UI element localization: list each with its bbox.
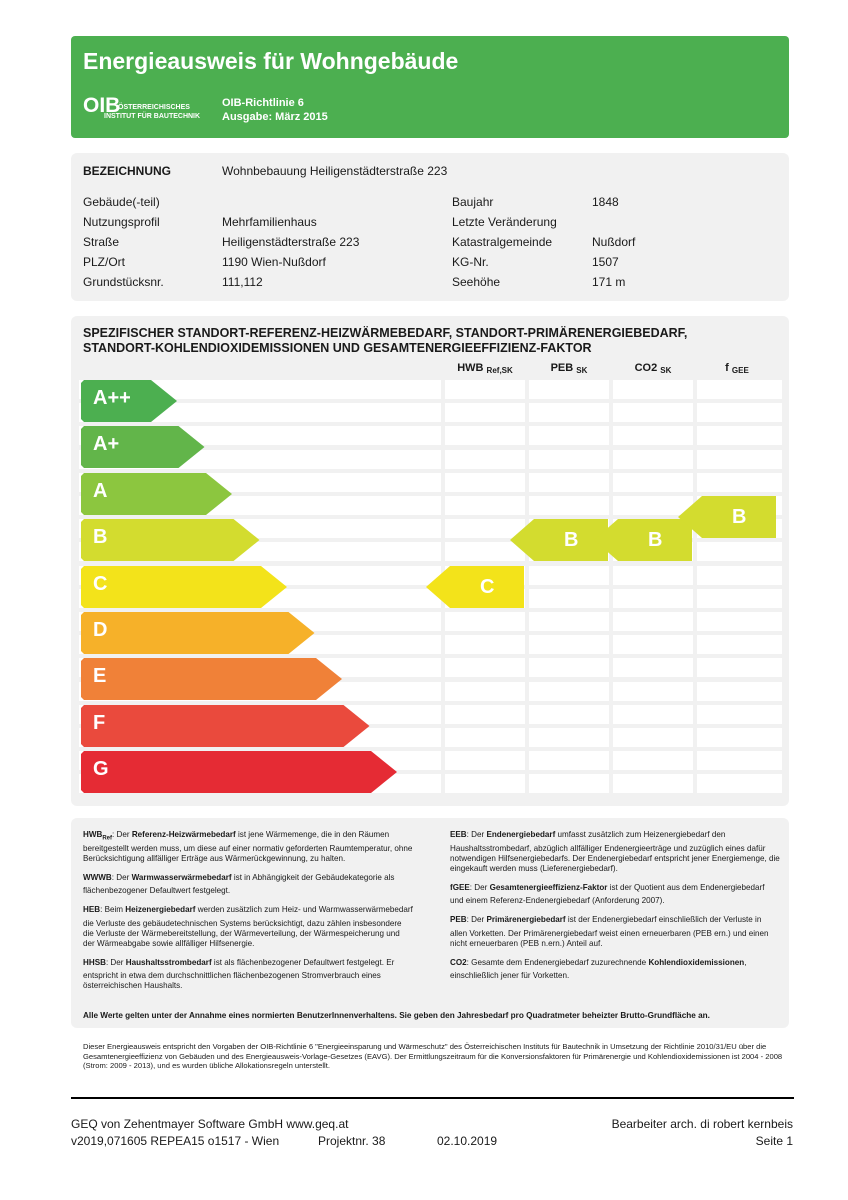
grade-arrow-8: [81, 751, 397, 793]
row-gap: [609, 403, 613, 422]
row-gap: [525, 426, 529, 445]
footer-project: Projektnr. 38: [318, 1134, 386, 1148]
rating-heading: [83, 326, 773, 356]
row-gap: [693, 682, 697, 701]
definition-bold: Gesamtenergieeffizienz-Faktor: [489, 882, 608, 892]
info-label: Grundstücksnr.: [83, 275, 164, 289]
footer-software: GEQ von Zehentmayer Software GmbH www.geq.at: [71, 1117, 349, 1131]
row-gap: [609, 473, 613, 492]
column-header-3: [697, 362, 777, 375]
definition-term-sub: Ref: [102, 835, 113, 842]
row-gap: [609, 380, 613, 399]
building-info-panel: [71, 153, 789, 301]
definition-lead: : Der: [105, 957, 126, 967]
value-marker-3: [678, 496, 776, 538]
grade-arrow-shape: [81, 612, 315, 654]
info-value: 1190 Wien-Nußdorf: [222, 255, 326, 269]
row-gap: [525, 658, 529, 677]
definition-term: HEB: [83, 905, 101, 915]
definition-lead: : Der: [466, 915, 487, 925]
row-gap: [525, 473, 529, 492]
definition-item: [450, 915, 780, 949]
definition-text: ist als flächenbezogener Defaultwert festgelegt. Er entspricht in etwa dem durchschnittlichen flächenbezogenen Stromverbrauch eines österreichischen Haushalts.: [83, 957, 395, 991]
row-gap: [693, 705, 697, 724]
column-header-1: [529, 362, 609, 375]
row-gap: [441, 450, 445, 469]
row-gap: [693, 380, 697, 399]
column-header-sub: GEE: [731, 366, 749, 375]
row-gap: [441, 658, 445, 677]
info-label: Seehöhe: [452, 275, 501, 289]
row-gap: [525, 728, 529, 747]
row-gap: [441, 380, 445, 399]
definition-term: EEB: [450, 830, 467, 839]
definition-lead: : Beim: [100, 905, 126, 915]
definition-item: [83, 958, 413, 992]
definition-text: ist der Endenergiebedarf einschließlich der Verluste in allen Vorketten. Der Primärenergiebedarf weist einen erneuerbaren (PEB ern.) und einen nicht erneuerbaren (PEB n.ern.) Anteil auf.: [450, 915, 769, 948]
footer-version: v2019,071605 REPEA15 o1517 - Wien: [71, 1134, 280, 1148]
guideline-info: [222, 96, 328, 124]
definition-lead: : Der: [469, 882, 490, 892]
footer-editor: Bearbeiter arch. di robert kernbeis: [611, 1117, 793, 1131]
designation-label: BEZEICHNUNG: [83, 164, 172, 178]
definition-bold: Primärenergiebedarf: [486, 915, 566, 925]
grade-arrow-7: [81, 705, 370, 747]
row-gap: [441, 612, 445, 631]
grade-label: D: [93, 619, 108, 641]
footer-divider: [71, 1097, 794, 1099]
grade-label: G: [93, 758, 109, 781]
row-gap: [441, 774, 445, 793]
definition-bold: Referenz-Heizwärmebedarf: [131, 830, 236, 839]
row-gap: [441, 705, 445, 724]
oib-logo-line2: INSTITUT FÜR BAUTECHNIK: [104, 113, 201, 120]
row-gap: [441, 542, 445, 561]
grade-arrow-shape: [81, 519, 260, 561]
row-gap: [525, 380, 529, 399]
definition-bold: Endenergiebedarf: [486, 830, 556, 839]
info-value: Mehrfamilienhaus: [222, 215, 317, 229]
definition-item: [83, 830, 413, 864]
definition-term: CO2: [450, 957, 467, 967]
info-value: 111,112: [222, 275, 263, 289]
row-gap: [609, 705, 613, 724]
info-value: Nußdorf: [592, 235, 636, 249]
energy-rating-panel: [71, 316, 789, 806]
value-marker-label: B: [732, 506, 747, 528]
grade-arrow-shape: [81, 658, 342, 700]
definition-lead: : Gesamte dem Endenergiebedarf zuzurechnende: [466, 957, 649, 967]
definitions-left-column: [83, 830, 413, 1000]
row-gap: [609, 450, 613, 469]
column-header-main: f: [725, 362, 729, 374]
row-gap: [693, 612, 697, 631]
row-gap: [441, 519, 445, 538]
grade-arrow-4: [81, 566, 287, 608]
value-marker-shape: [678, 496, 776, 538]
row-gap: [609, 751, 613, 770]
definition-lead: : Der: [111, 872, 132, 882]
info-label: Baujahr: [452, 195, 494, 209]
definition-item: [83, 905, 413, 949]
row-gap: [609, 496, 613, 515]
row-gap: [441, 751, 445, 770]
grade-label: F: [93, 711, 106, 734]
legal-text: Dieser Energieausweis entspricht den Vorgaben der OIB-Richtlinie 6 "Energieeinsparung und Wärmeschutz" des Österreichischen Instituts für Bautechnik in Umsetzung der Richtlinie 2010/31/EU über die Gesamtenergieeffizienz von Gebäuden und des Energieausweis-Vorlage-Gesetzes (EAVG). Der Ermittlungszeitraum für die Konversionsfaktoren für Primärenergie und Kohlendioxidemissionen ist 2004 - 2008 (Strom: 2009 - 2013), und es wurden übliche Allokationsregeln unterstellt.: [83, 1042, 783, 1071]
info-label: KG-Nr.: [452, 255, 489, 269]
oib-logo-line1: ÖSTERREICHISCHES: [118, 104, 190, 111]
info-label: Nutzungsprofil: [83, 215, 160, 229]
definition-item: [450, 883, 780, 907]
definition-lead: : Der: [466, 830, 487, 839]
grade-label: B: [93, 526, 108, 549]
row-gap: [693, 473, 697, 492]
definition-bold: Warmwasserwärmebedarf: [131, 872, 232, 882]
definition-bold: Heizenergiebedarf: [125, 905, 196, 915]
column-header-0: [445, 362, 525, 375]
grade-arrow-6: [81, 658, 342, 700]
row-gap: [525, 705, 529, 724]
guideline-edition: Ausgabe: März 2015: [222, 111, 328, 123]
row-gap: [525, 496, 529, 515]
value-marker-label: B: [564, 529, 579, 552]
definition-term: PEB: [450, 915, 467, 925]
oib-logo: [83, 94, 213, 126]
row-gap: [693, 658, 697, 677]
oib-logo-letters: OIB: [83, 94, 121, 117]
info-value: 1507: [592, 255, 619, 269]
info-label: Straße: [83, 235, 120, 249]
info-value: 171 m: [592, 275, 626, 289]
row-gap: [441, 728, 445, 747]
grade-arrow-2: [81, 473, 232, 515]
grade-arrow-0: [81, 380, 177, 422]
scale-row: [79, 403, 782, 422]
row-gap: [693, 566, 697, 585]
row-gap: [693, 450, 697, 469]
value-marker-label: C: [480, 575, 495, 598]
header-banner: [71, 36, 789, 138]
row-gap: [693, 426, 697, 445]
grade-arrow-shape: [81, 751, 397, 793]
definition-text: ist in Abhängigkeit der Gebäudekategorie als flächenbezogener Defaultwert festgelegt.: [83, 872, 395, 896]
row-gap: [441, 473, 445, 492]
grade-label: A++: [93, 387, 131, 409]
footer-date: 02.10.2019: [437, 1134, 498, 1148]
value-marker-0: [426, 566, 524, 608]
grade-label: C: [93, 572, 108, 595]
row-gap: [609, 612, 613, 631]
column-header-sub: SK: [660, 366, 672, 375]
row-gap: [525, 774, 529, 793]
column-header-sub: Ref,SK: [486, 366, 513, 375]
row-gap: [693, 542, 697, 561]
definition-text: werden zusätzlich zum Heiz- und Warmwasserwärmebedarf die Verluste des gebäudetechnischen Systems berücksichtigt, dazu zählen insbesondere die Verluste der Wärmebereitstellung, der Wärmeverteilung, der Wärmespeicherung und der Wärmeabgabe sowie allfälliger Hilfsenergie.: [83, 905, 413, 948]
value-marker-shape: [426, 566, 524, 608]
column-header-main: PEB: [550, 362, 574, 374]
row-gap: [441, 635, 445, 654]
rating-heading-line2: STANDORT-KOHLENDIOXIDEMISSIONEN UND GESAMTENERGIEEFFIZIENZ-FAKTOR: [83, 341, 592, 355]
row-gap: [525, 403, 529, 422]
info-label: Gebäude(-teil): [83, 195, 160, 209]
rating-heading-line1: SPEZIFISCHER STANDORT-REFERENZ-HEIZWÄRMEBEDARF, STANDORT-PRIMÄRENERGIEBEDARF,: [83, 326, 688, 340]
definition-item: [450, 958, 780, 982]
page-title: Energieausweis für Wohngebäude: [83, 48, 459, 74]
row-gap: [525, 682, 529, 701]
row-gap: [609, 658, 613, 677]
info-value: Heiligenstädterstraße 223: [222, 235, 360, 249]
row-gap: [525, 566, 529, 585]
row-gap: [693, 635, 697, 654]
grade-arrow-shape: [81, 566, 287, 608]
row-gap: [609, 682, 613, 701]
definition-term: HWB: [83, 830, 103, 839]
row-gap: [609, 589, 613, 608]
guideline-name: OIB-Richtlinie 6: [222, 97, 304, 109]
scale-row: [79, 380, 782, 399]
info-label: PLZ/Ort: [83, 255, 126, 269]
grade-arrow-1: [81, 426, 205, 468]
column-header-main: HWB: [457, 362, 484, 374]
row-gap: [693, 403, 697, 422]
definition-text: umfasst zusätzlich zum Heizenergiebedarf den Haushaltsstrombedarf, abzüglich allfälliger Endenergieerträge und zuzüglich eines dafür notwendigen Hilfsenergiebedarfs. Der Endenergiebedarf entspricht jener Energiemenge, die eingekauft werden muss (Lieferenergiebedarf).: [450, 830, 780, 873]
grade-arrow-3: [81, 519, 260, 561]
column-header-2: [613, 362, 693, 375]
definition-term: HHSB: [83, 957, 106, 967]
definition-text: ist jene Wärmemenge, die in den Räumen bereitgestellt werden muss, um diese auf einer normativ geforderten Raumtemperatur, ohne Berücksichtigung allfälliger Erträge aus Wärmerückgewinnung, zu halten.: [83, 830, 413, 863]
grade-arrow-5: [81, 612, 315, 654]
info-label: Letzte Veränderung: [452, 215, 557, 229]
row-gap: [609, 774, 613, 793]
row-gap: [525, 589, 529, 608]
definition-text: , einschließlich jener für Vorketten.: [450, 957, 747, 981]
grade-label: E: [93, 665, 107, 688]
row-gap: [609, 728, 613, 747]
row-gap: [441, 682, 445, 701]
value-marker-label: B: [648, 529, 663, 552]
row-gap: [441, 403, 445, 422]
row-gap: [693, 751, 697, 770]
definitions-panel: [71, 818, 789, 1028]
definition-bold: Kohlendioxidemissionen: [648, 957, 745, 967]
definition-term: fGEE: [450, 882, 470, 892]
definition-bold: Haushaltsstrombedarf: [125, 957, 212, 967]
row-gap: [693, 774, 697, 793]
footer-page: Seite 1: [755, 1134, 793, 1148]
designation-value: Wohnbebauung Heiligenstädterstraße 223: [222, 164, 448, 178]
row-gap: [609, 426, 613, 445]
definition-item: [83, 873, 413, 897]
definition-lead: : Der: [112, 830, 132, 839]
column-header-sub: SK: [576, 366, 588, 375]
info-label: Katastralgemeinde: [452, 235, 553, 249]
row-gap: [693, 589, 697, 608]
row-gap: [525, 635, 529, 654]
definition-item: [450, 830, 780, 874]
row-gap: [693, 728, 697, 747]
grade-label: A+: [93, 433, 120, 456]
row-gap: [525, 751, 529, 770]
definitions-right-column: [450, 830, 780, 990]
row-gap: [441, 426, 445, 445]
definition-term: WWWB: [83, 872, 112, 882]
row-gap: [609, 635, 613, 654]
grade-label: A: [93, 479, 108, 502]
info-value: 1848: [592, 195, 619, 209]
row-gap: [525, 612, 529, 631]
row-gap: [609, 566, 613, 585]
row-gap: [441, 496, 445, 515]
definition-text: ist der Quotient aus dem Endenergiebedarf und einem Referenz-Endenergiebedarf (Anforderung 2007).: [450, 882, 765, 906]
definitions-note: Alle Werte gelten unter der Annahme eines normierten BenutzerInnenverhaltens. Sie geben den Jahresbedarf pro Quadratmeter beheizter Brutto-Grundfläche an.: [83, 1011, 710, 1020]
row-gap: [525, 450, 529, 469]
grade-arrow-shape: [81, 705, 370, 747]
column-header-main: CO2: [634, 362, 658, 374]
